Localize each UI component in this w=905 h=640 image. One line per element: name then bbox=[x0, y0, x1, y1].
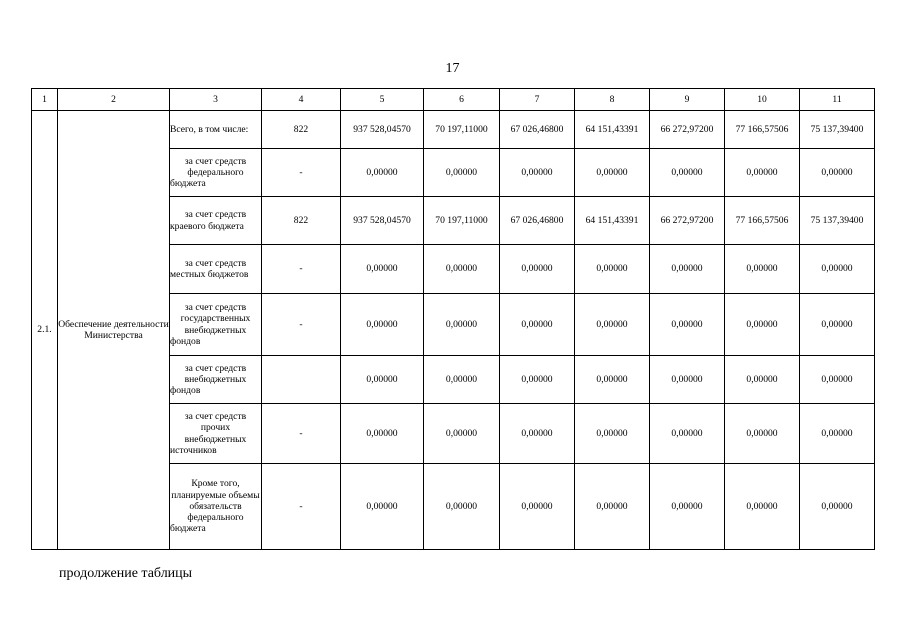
budget-code bbox=[262, 356, 341, 404]
value-cell: 0,00000 bbox=[800, 464, 875, 550]
value-cell: 0,00000 bbox=[575, 464, 650, 550]
value-cell: 0,00000 bbox=[424, 464, 500, 550]
value-cell: 75 137,39400 bbox=[800, 197, 875, 245]
value-cell: 0,00000 bbox=[424, 149, 500, 197]
budget-code: - bbox=[262, 404, 341, 464]
value-cell: 0,00000 bbox=[650, 245, 725, 294]
value-cell: 0,00000 bbox=[341, 356, 424, 404]
value-cell: 0,00000 bbox=[575, 294, 650, 356]
value-cell: 64 151,43391 bbox=[575, 111, 650, 149]
budget-code: - bbox=[262, 149, 341, 197]
column-header: 6 bbox=[424, 89, 500, 111]
value-cell: 0,00000 bbox=[575, 245, 650, 294]
funding-source: за счет средств краевого бюджета bbox=[170, 197, 262, 245]
item-number: 2.1. bbox=[32, 111, 58, 550]
value-cell: 0,00000 bbox=[650, 149, 725, 197]
value-cell: 0,00000 bbox=[500, 464, 575, 550]
value-cell: 0,00000 bbox=[424, 294, 500, 356]
value-cell: 0,00000 bbox=[650, 404, 725, 464]
funding-source: Кроме того, планируемые объемы обязательств федерального бюджета bbox=[170, 464, 262, 550]
budget-code: - bbox=[262, 294, 341, 356]
value-cell: 77 166,57506 bbox=[725, 111, 800, 149]
value-cell: 0,00000 bbox=[650, 294, 725, 356]
column-header: 2 bbox=[58, 89, 170, 111]
value-cell: 0,00000 bbox=[341, 294, 424, 356]
value-cell: 0,00000 bbox=[500, 294, 575, 356]
value-cell: 937 528,04570 bbox=[341, 197, 424, 245]
value-cell: 0,00000 bbox=[725, 464, 800, 550]
value-cell: 0,00000 bbox=[725, 356, 800, 404]
value-cell: 0,00000 bbox=[650, 356, 725, 404]
budget-table bbox=[31, 88, 875, 550]
funding-source: за счет средств федерального бюджета bbox=[170, 149, 262, 197]
funding-source: за счет средств прочих внебюджетных источников bbox=[170, 404, 262, 464]
value-cell: 0,00000 bbox=[725, 149, 800, 197]
value-cell: 0,00000 bbox=[800, 294, 875, 356]
continuation-note: продолжение таблицы bbox=[59, 566, 193, 581]
column-header: 9 bbox=[650, 89, 725, 111]
value-cell: 0,00000 bbox=[500, 404, 575, 464]
column-header: 7 bbox=[500, 89, 575, 111]
funding-source: за счет средств государственных внебюджетных фондов bbox=[170, 294, 262, 356]
column-header: 4 bbox=[262, 89, 341, 111]
value-cell: 66 272,97200 bbox=[650, 197, 725, 245]
value-cell: 0,00000 bbox=[575, 356, 650, 404]
budget-code: 822 bbox=[262, 197, 341, 245]
table-row bbox=[32, 111, 875, 149]
value-cell: 0,00000 bbox=[800, 149, 875, 197]
page-number: 17 bbox=[445, 61, 460, 76]
budget-code: - bbox=[262, 245, 341, 294]
value-cell: 0,00000 bbox=[650, 464, 725, 550]
column-header: 5 bbox=[341, 89, 424, 111]
value-cell: 67 026,46800 bbox=[500, 111, 575, 149]
value-cell: 0,00000 bbox=[575, 404, 650, 464]
value-cell: 0,00000 bbox=[725, 294, 800, 356]
value-cell: 0,00000 bbox=[725, 404, 800, 464]
value-cell: 0,00000 bbox=[800, 245, 875, 294]
value-cell: 0,00000 bbox=[500, 245, 575, 294]
funding-source: Всего, в том числе: bbox=[170, 111, 262, 149]
value-cell: 0,00000 bbox=[424, 245, 500, 294]
value-cell: 75 137,39400 bbox=[800, 111, 875, 149]
value-cell: 0,00000 bbox=[725, 245, 800, 294]
value-cell: 0,00000 bbox=[341, 149, 424, 197]
value-cell: 937 528,04570 bbox=[341, 111, 424, 149]
value-cell: 77 166,57506 bbox=[725, 197, 800, 245]
value-cell: 0,00000 bbox=[575, 149, 650, 197]
column-header: 10 bbox=[725, 89, 800, 111]
value-cell: 70 197,11000 bbox=[424, 197, 500, 245]
funding-source: за счет средств местных бюджетов bbox=[170, 245, 262, 294]
value-cell: 0,00000 bbox=[500, 149, 575, 197]
item-name: Обеспечение деятельности Министерства bbox=[58, 111, 170, 550]
column-header: 8 bbox=[575, 89, 650, 111]
value-cell: 0,00000 bbox=[341, 464, 424, 550]
column-number-row bbox=[32, 89, 875, 111]
value-cell: 67 026,46800 bbox=[500, 197, 575, 245]
value-cell: 0,00000 bbox=[424, 404, 500, 464]
value-cell: 0,00000 bbox=[424, 356, 500, 404]
value-cell: 0,00000 bbox=[341, 404, 424, 464]
column-header: 1 bbox=[32, 89, 58, 111]
funding-source: за счет средств внебюджетных фондов bbox=[170, 356, 262, 404]
value-cell: 64 151,43391 bbox=[575, 197, 650, 245]
value-cell: 70 197,11000 bbox=[424, 111, 500, 149]
value-cell: 0,00000 bbox=[341, 245, 424, 294]
column-header: 3 bbox=[170, 89, 262, 111]
column-header: 11 bbox=[800, 89, 875, 111]
value-cell: 0,00000 bbox=[500, 356, 575, 404]
value-cell: 66 272,97200 bbox=[650, 111, 725, 149]
value-cell: 0,00000 bbox=[800, 404, 875, 464]
budget-code: - bbox=[262, 464, 341, 550]
budget-code: 822 bbox=[262, 111, 341, 149]
value-cell: 0,00000 bbox=[800, 356, 875, 404]
